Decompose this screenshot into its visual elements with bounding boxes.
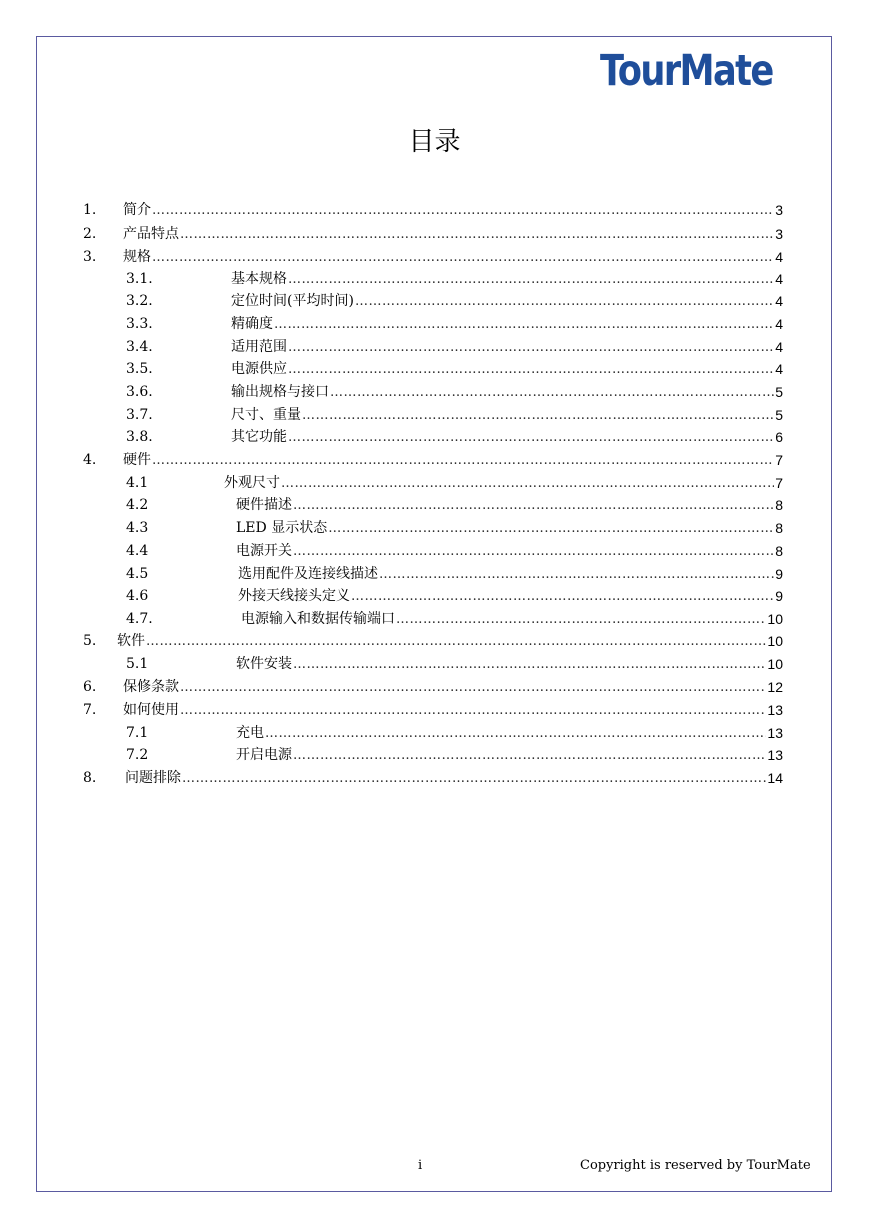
toc-entry-number: 4.3 — [126, 520, 149, 536]
toc-entry[interactable] — [83, 450, 783, 471]
toc-entry-number: 4. — [83, 452, 97, 468]
toc-entry-page: 14 — [767, 770, 783, 786]
toc-leader-dots — [293, 745, 766, 766]
toc-entry-label: 外观尺寸 — [224, 475, 280, 491]
toc-entry[interactable] — [126, 745, 783, 766]
toc-entry-number: 4.4 — [126, 543, 149, 559]
toc-entry-page: 10 — [767, 633, 783, 649]
toc-entry-number: 8. — [83, 770, 97, 786]
toc-entry-label: 软件安装 — [236, 656, 292, 672]
toc-entry-label: 规格 — [123, 249, 151, 265]
toc-entry-label: 充电 — [236, 725, 264, 741]
toc-entry-page: 3 — [775, 226, 783, 242]
toc-entry-number: 3.7. — [126, 407, 153, 423]
toc-entry-number: 7.1 — [126, 725, 149, 741]
toc-entry[interactable] — [126, 723, 783, 744]
toc-leader-dots — [293, 541, 774, 562]
toc-entry-label: 产品特点 — [123, 226, 179, 242]
toc-entry[interactable] — [126, 654, 783, 675]
toc-leader-dots — [328, 518, 774, 539]
toc-leader-dots — [288, 269, 774, 290]
toc-entry-page: 4 — [775, 249, 783, 265]
toc-entry-number: 3.4. — [126, 339, 153, 355]
toc-leader-dots — [152, 247, 774, 268]
toc-leader-dots — [288, 427, 774, 448]
toc-entry-number: 5.1 — [126, 656, 149, 672]
toc-entry[interactable] — [126, 382, 783, 403]
toc-entry-number: 4.1 — [126, 475, 149, 491]
toc-entry[interactable] — [126, 427, 783, 448]
toc-entry-page: 3 — [775, 202, 783, 218]
toc-leader-dots — [288, 359, 774, 380]
toc-entry[interactable] — [126, 518, 783, 539]
toc-entry-label: 硬件 — [123, 452, 151, 468]
toc-entry-number: 2. — [83, 226, 97, 242]
toc-entry-label: 适用范围 — [231, 339, 287, 355]
toc-entry[interactable] — [126, 405, 783, 426]
toc-entry[interactable] — [83, 200, 783, 221]
tourmate-logo: TourMate — [600, 46, 773, 96]
toc-entry-number: 3.6. — [126, 384, 153, 400]
toc-leader-dots — [396, 609, 766, 630]
toc-leader-dots — [265, 723, 766, 744]
toc-entry-page: 7 — [775, 475, 783, 491]
toc-entry-label: 外接天线接头定义 — [238, 588, 350, 604]
toc-entry-number: 4.7. — [126, 611, 153, 627]
toc-entry-page: 6 — [775, 429, 783, 445]
toc-entry-page: 8 — [775, 520, 783, 536]
toc-entry-number: 6. — [83, 679, 97, 695]
toc-entry-label: 尺寸、重量 — [231, 407, 301, 423]
toc-entry[interactable] — [83, 677, 783, 698]
toc-leader-dots — [355, 291, 774, 312]
toc-entry-number: 3.2. — [126, 293, 153, 309]
toc-entry-number: 7.2 — [126, 747, 149, 763]
toc-entry-page: 13 — [767, 702, 783, 718]
toc-leader-dots — [293, 654, 766, 675]
toc-entry-page: 9 — [775, 566, 783, 582]
toc-leader-dots — [281, 473, 774, 494]
toc-entry-page: 8 — [775, 543, 783, 559]
toc-leader-dots — [152, 200, 774, 221]
toc-entry-page: 5 — [775, 384, 783, 400]
toc-leader-dots — [274, 314, 774, 335]
toc-entry-number: 3.1. — [126, 271, 153, 287]
toc-entry-label: 简介 — [123, 202, 151, 218]
toc-entry-number: 4.6 — [126, 588, 149, 604]
toc-entry-page: 4 — [775, 293, 783, 309]
toc-entry-label: 如何使用 — [123, 702, 179, 718]
toc-entry-label: 输出规格与接口 — [231, 384, 329, 400]
toc-leader-dots — [180, 700, 766, 721]
toc-leader-dots — [180, 224, 774, 245]
toc-entry-number: 3. — [83, 249, 97, 265]
toc-entry-label: 保修条款 — [123, 679, 179, 695]
toc-entry[interactable] — [83, 631, 783, 652]
toc-entry-label: 电源开关 — [236, 543, 292, 559]
footer-page-number: i — [418, 1158, 423, 1173]
toc-entry-number: 5. — [83, 633, 97, 649]
toc-entry-label: 开启电源 — [236, 747, 292, 763]
toc-leader-dots — [288, 337, 774, 358]
toc-entry-label: 基本规格 — [231, 271, 287, 287]
toc-leader-dots — [302, 405, 774, 426]
toc-entry-number: 3.8. — [126, 429, 153, 445]
toc-leader-dots — [182, 768, 766, 789]
toc-entry-number: 4.5 — [126, 566, 149, 582]
toc-entry-label: 电源供应 — [231, 361, 287, 377]
toc-entry[interactable] — [126, 269, 783, 290]
toc-entry-label: LED 显示状态 — [236, 520, 328, 536]
toc-entry-page: 4 — [775, 339, 783, 355]
toc-entry-page: 4 — [775, 316, 783, 332]
toc-entry-page: 4 — [775, 271, 783, 287]
toc-entry[interactable] — [83, 700, 783, 721]
footer-copyright: Copyright is reserved by TourMate — [580, 1158, 811, 1173]
toc-entry-label: 问题排除 — [125, 770, 181, 786]
page-title: 目录 — [408, 127, 461, 157]
toc-entry[interactable] — [126, 541, 783, 562]
toc-entry[interactable] — [126, 609, 783, 630]
toc-entry[interactable] — [126, 359, 783, 380]
toc-entry-label: 选用配件及连接线描述 — [238, 566, 378, 582]
toc-leader-dots — [152, 450, 774, 471]
toc-entry-number: 3.5. — [126, 361, 153, 377]
toc-entry-page: 9 — [775, 588, 783, 604]
toc-leader-dots — [379, 564, 774, 585]
toc-entry-page: 4 — [775, 361, 783, 377]
toc-entry-page: 13 — [767, 725, 783, 741]
toc-entry[interactable] — [126, 473, 783, 494]
toc-entry-page: 7 — [775, 452, 783, 468]
toc-entry[interactable] — [126, 495, 783, 516]
toc-entry[interactable] — [83, 768, 783, 789]
toc-entry-page: 8 — [775, 497, 783, 513]
toc-entry[interactable] — [126, 564, 783, 585]
toc-entry-page: 10 — [767, 656, 783, 672]
toc-entry-label: 其它功能 — [231, 429, 287, 445]
toc-leader-dots — [146, 631, 766, 652]
toc-entry[interactable] — [83, 224, 783, 245]
toc-leader-dots — [330, 382, 774, 403]
toc-entry-number: 7. — [83, 702, 97, 718]
toc-entry[interactable] — [126, 586, 783, 607]
toc-entry[interactable] — [126, 314, 783, 335]
toc-entry-page: 13 — [767, 747, 783, 763]
toc-entry[interactable] — [126, 337, 783, 358]
toc-entry-label: 定位时间(平均时间) — [231, 293, 354, 309]
toc-leader-dots — [351, 586, 774, 607]
toc-entry[interactable] — [126, 291, 783, 312]
toc-entry-number: 1. — [83, 202, 97, 218]
toc-entry-label: 硬件描述 — [236, 497, 292, 513]
toc-entry-number: 4.2 — [126, 497, 149, 513]
toc-entry-page: 5 — [775, 407, 783, 423]
toc-entry-label: 精确度 — [231, 316, 273, 332]
toc-entry[interactable] — [83, 247, 783, 268]
toc-entry-label: 软件 — [117, 633, 145, 649]
toc-leader-dots — [180, 677, 766, 698]
toc-leader-dots — [293, 495, 774, 516]
toc-entry-page: 10 — [767, 611, 783, 627]
toc-entry-page: 12 — [767, 679, 783, 695]
toc-entry-label: 电源输入和数据传输端口 — [241, 611, 395, 627]
toc-entry-number: 3.3. — [126, 316, 153, 332]
